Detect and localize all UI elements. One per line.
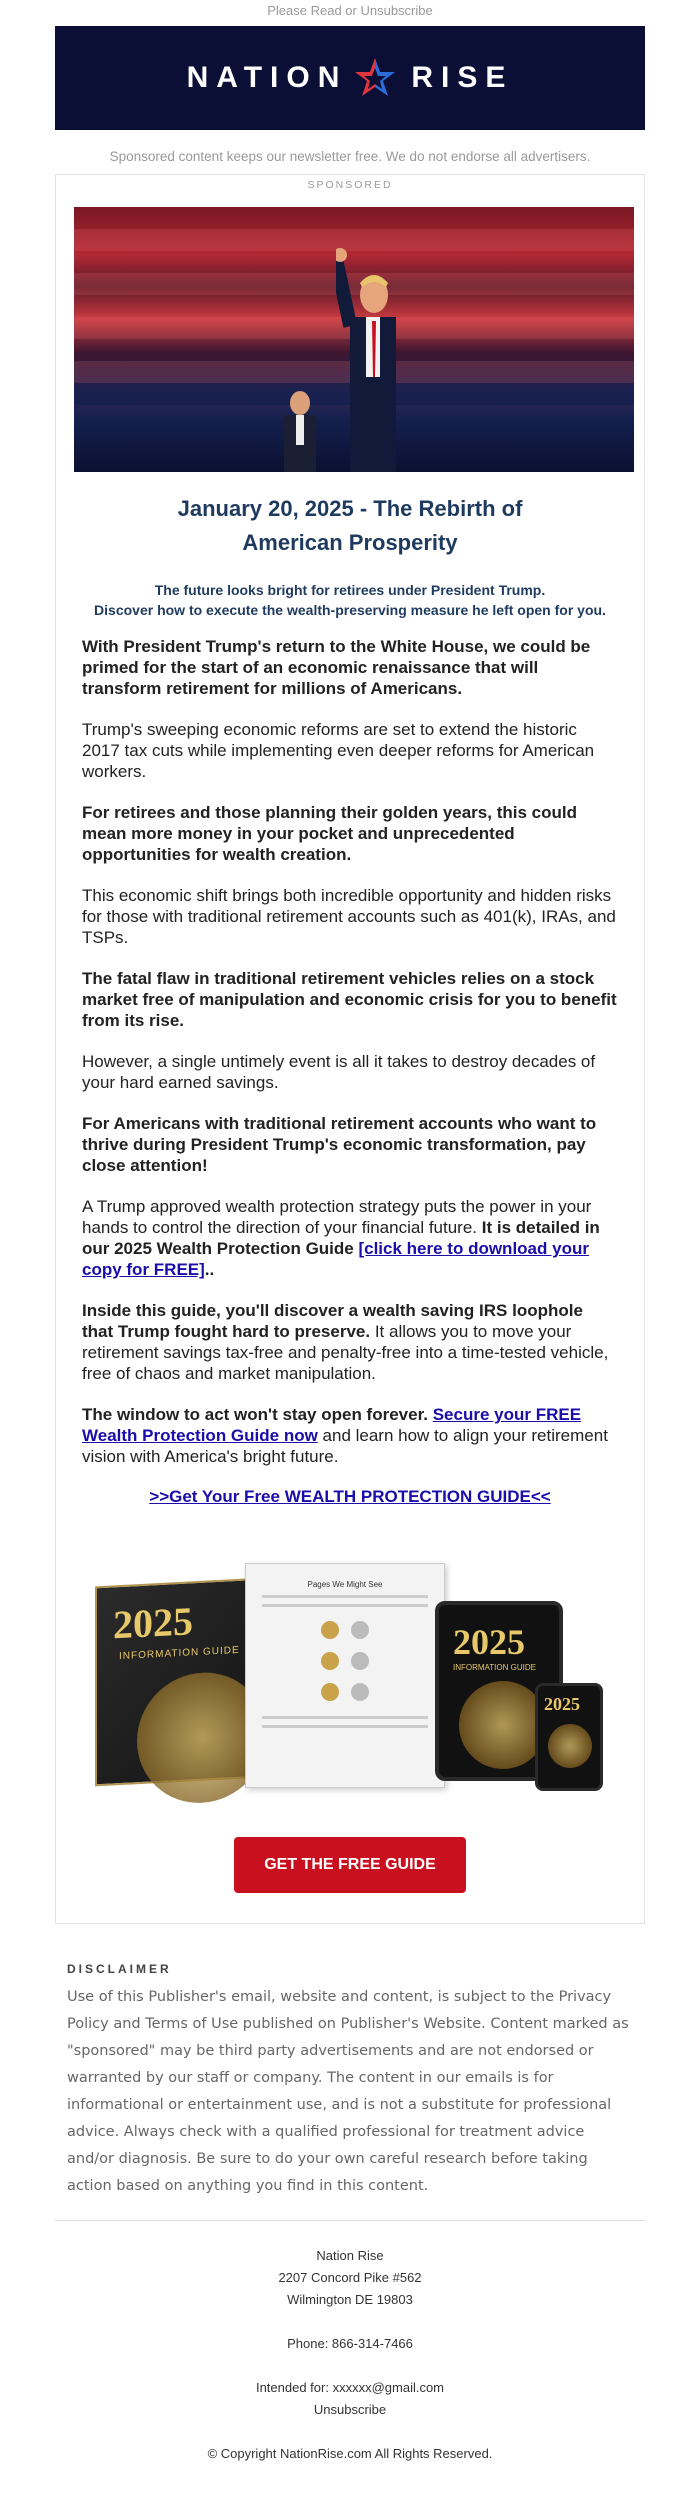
paragraph-8-end: .. (204, 1260, 215, 1279)
paragraph-7: For Americans with traditional retirement accounts who want to thrive during President Trump's economic transformation, pay close attention! (82, 1114, 597, 1175)
footer-intended-for: Intended for: xxxxxx@gmail.com (255, 2380, 445, 2395)
get-free-guide-button[interactable]: GET THE FREE GUIDE (234, 1837, 466, 1893)
headline-line-1: January 20, 2025 - The Rebirth of (177, 496, 523, 521)
coin-icon (321, 1683, 339, 1701)
paragraph-4: This economic shift brings both incredible opportunity and hidden risks for those with traditional retirement accounts such as 401(k), IRAs, and TSPs. (82, 886, 616, 947)
coin-icon (351, 1652, 369, 1670)
sponsored-label: SPONSORED (307, 179, 393, 191)
paragraph-1: With President Trump's return to the White House, we could be primed for the start of an economic renaissance that will transform retirement for millions of Americans. (82, 637, 591, 698)
subheadline (74, 580, 626, 620)
footer-unsubscribe-link[interactable]: Unsubscribe (313, 2402, 387, 2417)
product-image[interactable] (95, 1563, 605, 1793)
paragraph-6: However, a single untimely event is all it takes to destroy decades of your hard earned savings. (82, 1052, 596, 1092)
brand-header[interactable] (55, 26, 645, 130)
liberty-coin-icon (459, 1681, 547, 1769)
headline (74, 492, 626, 560)
footer-copyright: © Copyright NationRise.com All Rights Reserved. (207, 2446, 493, 2461)
paragraph-3: For retirees and those planning their golden years, this could mean more money in your pocket and unprecedented opportunities for wealth creation. (82, 803, 577, 864)
paragraph-5: The fatal flaw in traditional retirement vehicles relies on a stock market free of manipulation and economic crisis for you to benefit from its rise. (82, 969, 617, 1030)
brand-logo (187, 56, 514, 100)
sponsored-card (55, 174, 645, 1924)
star-logo-icon (353, 56, 397, 100)
text-line (262, 1595, 428, 1598)
paragraph-8-bold: It is detailed in our 2025 Wealth Protection Guide (82, 1218, 600, 1258)
text-line (262, 1716, 428, 1719)
sponsor-note: Sponsored content keeps our newsletter free. We do not endorse all advertisers. (109, 149, 591, 164)
tablet-year: 2025 (453, 1622, 525, 1662)
cta-button-wrap (74, 1837, 626, 1893)
footer (0, 2245, 700, 2465)
text-line (262, 1604, 428, 1607)
headline-line-2: American Prosperity (242, 530, 458, 555)
tablet-label: INFORMATION GUIDE (453, 1663, 536, 1672)
paragraph-2: Trump's sweeping economic reforms are set to extend the historic 2017 tax cuts while implementing even deeper reforms for American workers. (82, 720, 595, 781)
disclaimer-text: Use of this Publisher's email, website and content, is subject to the Privacy Policy and Terms of Use published on Publisher's Website. Content marked as "sponsored" may be third party advertisements and are not endorsed or warranted by our staff or company. The content in our emails is for informational or entertainment use, and is not a substitute for professional advice. Always check with a qualified professional for treatment advice and/or diagnosis. Be sure to do your own careful research before taking action based on anything you find in this content. (67, 1989, 629, 2194)
coin-icon (321, 1621, 339, 1639)
phone-year: 2025 (544, 1694, 580, 1714)
brand-name-right: RISE (411, 61, 514, 94)
hero-image[interactable] (74, 207, 634, 472)
subhead-line-1: The future looks bright for retirees under President Trump. (154, 582, 546, 598)
footer-address-1: 2207 Concord Pike #562 (278, 2270, 422, 2285)
get-free-guide-link[interactable]: >>Get Your Free WEALTH PROTECTION GUIDE<< (149, 1487, 551, 1506)
top-unsubscribe-link[interactable]: Please Read or Unsubscribe (267, 3, 433, 18)
disclaimer-title: DISCLAIMER (67, 1962, 172, 1976)
bystander-figure-icon (280, 385, 320, 472)
phone-mockup (535, 1683, 603, 1791)
download-guide-link[interactable]: [click here to download your copy for FREE] (82, 1239, 589, 1279)
paragraph-9-bold: Inside this guide, you'll discover a wealth saving IRS loophole that Trump fought hard to preserve. (82, 1301, 583, 1341)
guide-open-pages (245, 1563, 445, 1788)
coin-icon (351, 1683, 369, 1701)
paragraph-8 (82, 1196, 618, 1280)
article-body (74, 636, 626, 1467)
pages-title: Pages We Might See (307, 1580, 383, 1589)
paragraph-8-text: A Trump approved wealth protection strategy puts the power in your hands to control the direction of your financial future. (82, 1197, 592, 1237)
book-label: INFORMATION GUIDE (119, 1644, 240, 1663)
brand-name-left: NATION (186, 61, 348, 94)
secure-guide-link[interactable]: Secure your FREE Wealth Protection Guide now (82, 1405, 582, 1445)
liberty-coin-icon (548, 1724, 592, 1768)
footer-address-2: Wilmington DE 19803 (287, 2292, 413, 2307)
paragraph-10-text: and learn how to align your retirement vision with America's bright future. (82, 1426, 608, 1466)
book-year: 2025 (113, 1598, 193, 1648)
paragraph-9-text: It allows you to move your retirement savings tax-free and penalty-free into a time-tested vehicle, free of chaos and market manipulation. (82, 1322, 609, 1383)
coin-grid (246, 1617, 444, 1710)
subhead-line-2: Discover how to execute the wealth-preserving measure he left open for you. (94, 602, 606, 618)
text-line (262, 1725, 428, 1728)
paragraph-10-bold: The window to act won't stay open forever. (82, 1405, 433, 1424)
paragraph-10 (82, 1404, 618, 1467)
coin-icon (351, 1621, 369, 1639)
coin-icon (321, 1652, 339, 1670)
footer-company: Nation Rise (316, 2248, 384, 2263)
disclaimer-section (55, 1962, 645, 2221)
cta-text-link-wrap (74, 1487, 626, 1507)
footer-phone: Phone: 866-314-7466 (287, 2336, 413, 2351)
paragraph-9 (82, 1300, 618, 1384)
speaker-figure-icon (336, 247, 410, 472)
